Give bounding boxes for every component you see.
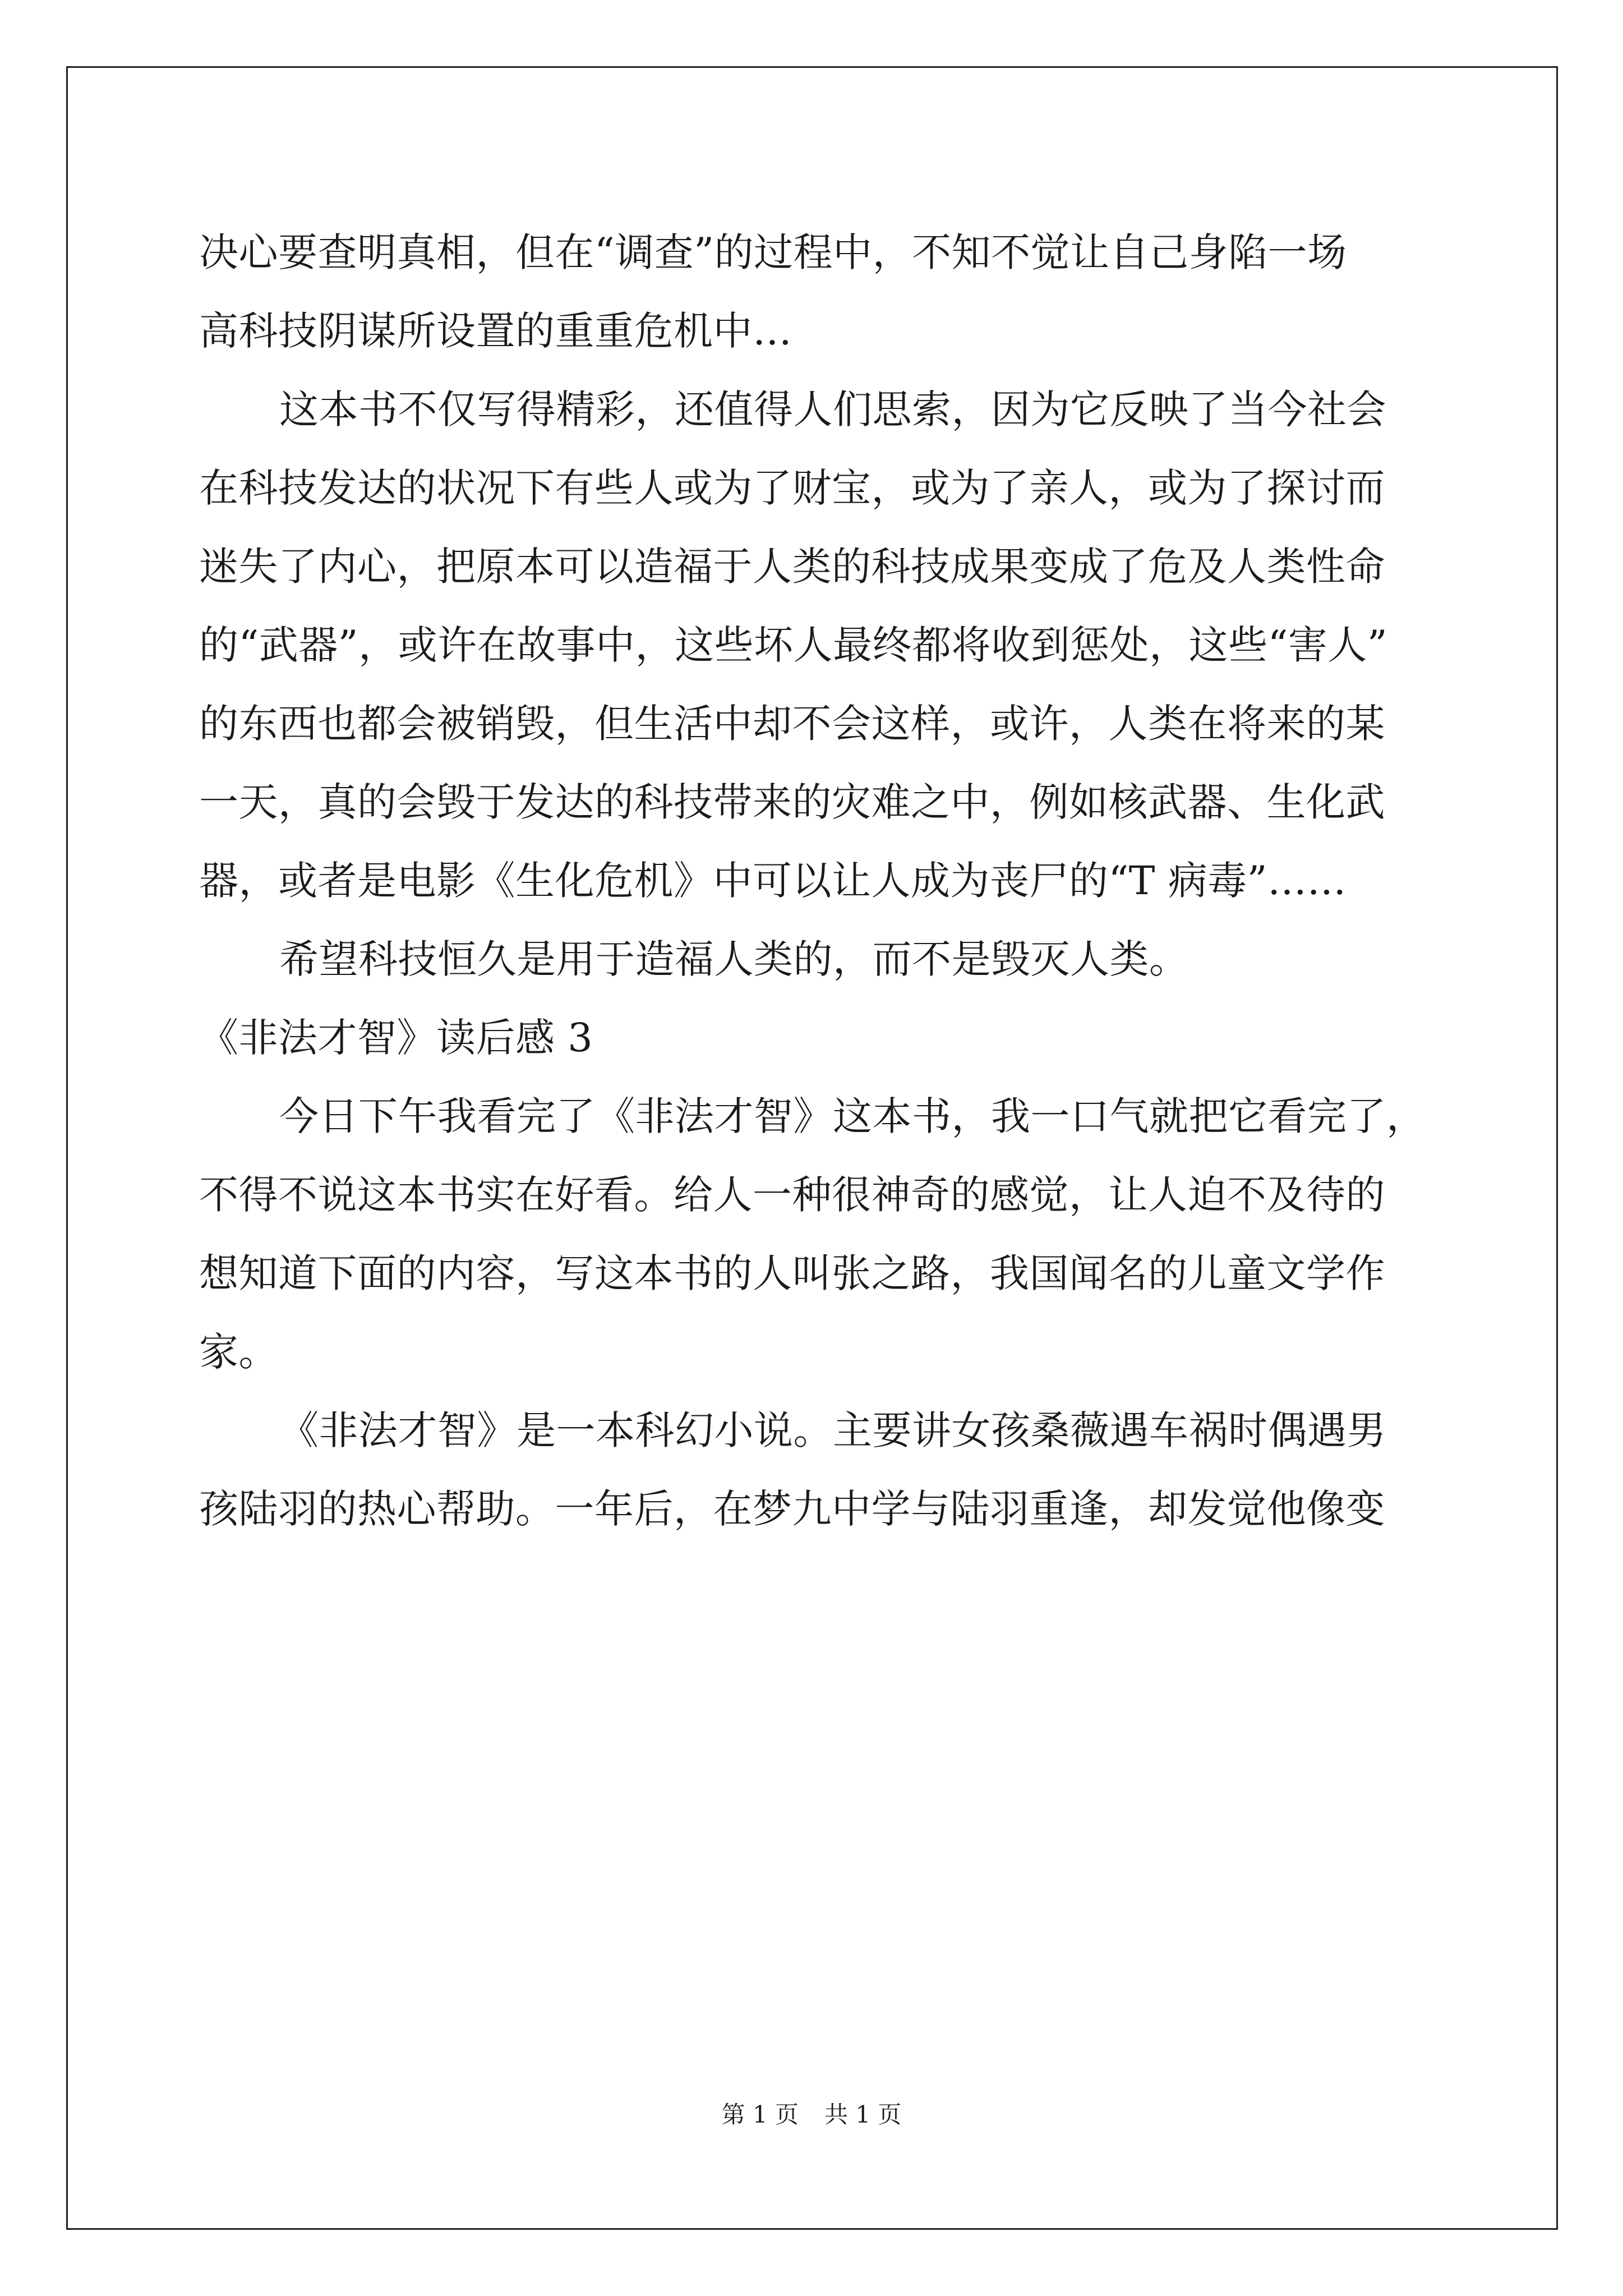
text-line: 的“武器”，或许在故事中，这些坏人最终都将收到惩处，这些“害人” — [199, 622, 1388, 668]
page-number: 第 1 页 — [721, 2101, 799, 2128]
text-line: 不得不说这本书实在好看。给人一种很神奇的感觉，让人迫不及待的 — [199, 1172, 1385, 1218]
text-line: 迷失了内心，把原本可以造福于人类的科技成果变成了危及人类性命 — [199, 544, 1385, 590]
text-line: 《非法才智》是一本科幻小说。主要讲女孩桑薇遇车祸时偶遇男 — [279, 1407, 1386, 1453]
text-line: 的东西也都会被销毁，但生活中却不会这样，或许，人类在将来的某 — [199, 701, 1385, 747]
text-line: 今日下午我看完了《非法才智》这本书，我一口气就把它看完了， — [279, 1093, 1426, 1139]
document-body — [199, 213, 1433, 1548]
text-line: 孩陆羽的热心帮助。一年后，在梦九中学与陆羽重逢，却发觉他像变 — [199, 1486, 1385, 1532]
total-pages: 共 1 页 — [824, 2101, 902, 2128]
page-footer — [0, 2098, 1623, 2132]
text-line: 希望科技恒久是用于造福人类的，而不是毁灭人类。 — [279, 936, 1189, 982]
text-line: 这本书不仅写得精彩，还值得人们思索，因为它反映了当今社会 — [279, 386, 1386, 432]
text-line: 一天，真的会毁于发达的科技带来的灾难之中，例如核武器、生化武 — [199, 779, 1385, 825]
text-line: 在科技发达的状况下有些人或为了财宝，或为了亲人，或为了探讨而 — [199, 465, 1385, 511]
text-line: 想知道下面的内容，写这本书的人叫张之路，我国闻名的儿童文学作 — [199, 1250, 1385, 1296]
text-line: 决心要查明真相，但在“调查”的过程中，不知不觉让自己身陷一场 — [199, 229, 1347, 275]
section-heading: 《非法才智》读后感 3 — [199, 1015, 593, 1061]
text-line: 器，或者是电影《生化危机》中可以让人成为丧尸的“T 病毒”…… — [199, 858, 1347, 904]
text-line: 家。 — [199, 1329, 278, 1375]
text-line: 高科技阴谋所设置的重重危机中… — [199, 308, 792, 354]
